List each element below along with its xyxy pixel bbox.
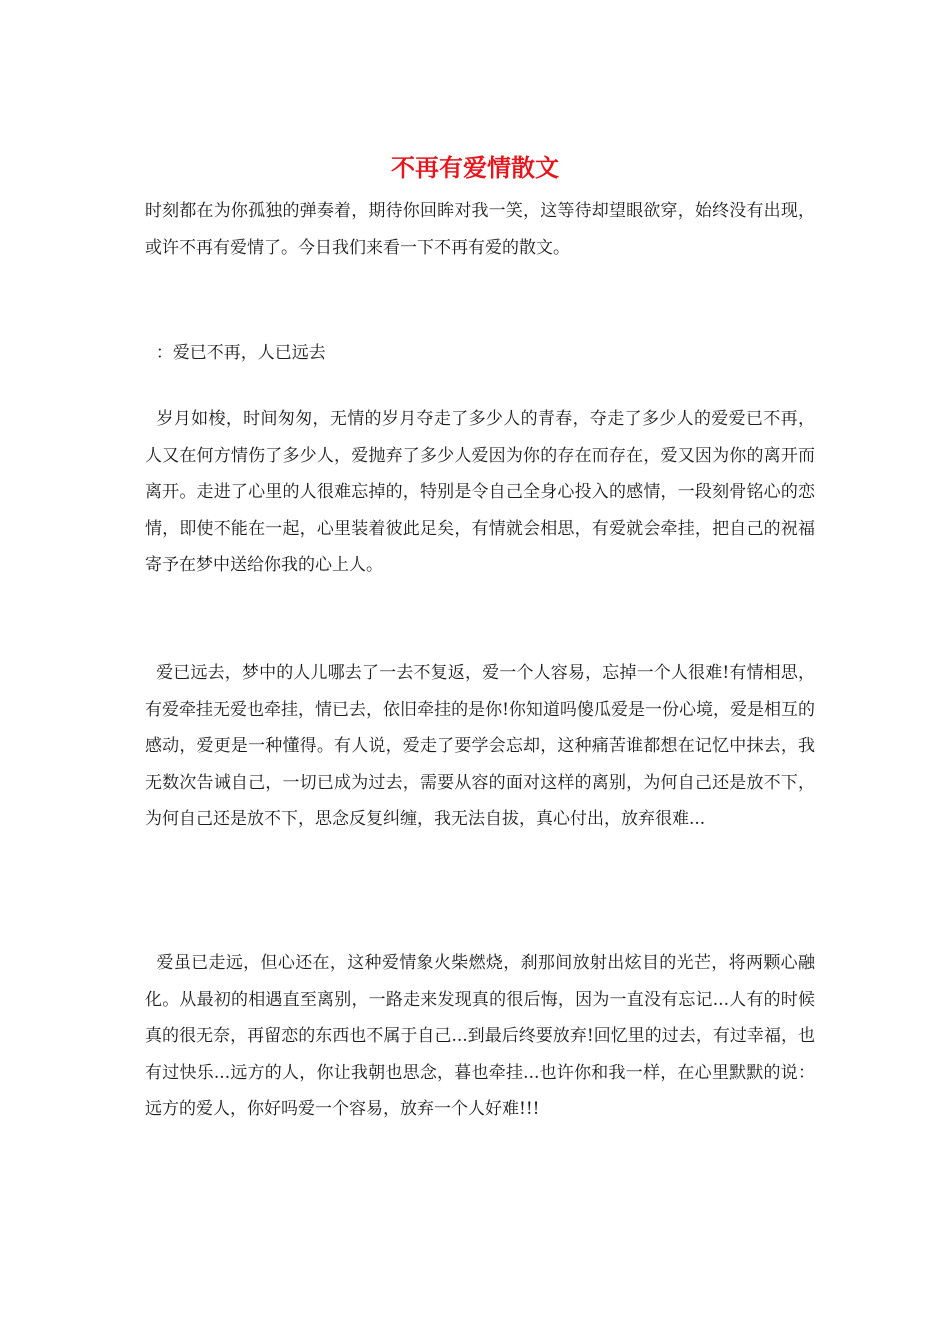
body-paragraph-1: 岁月如梭，时间匆匆，无情的岁月夺走了多少人的青春，夺走了多少人的爱爱已不再，人又在何方情伤了多少人，爱抛弃了多少人爱因为你的存在而存在，爱又因为你的离开而离开。走进了心里的人很难忘掉的，特别是令自己全身心投入的感情，一段刻骨铭心的恋情，即使不能在一起，心里装着彼此足矣，有情就会相思，有爱就会牵挂，把自己的祝福寄予在梦中送给你我的心上人。 <box>145 409 815 576</box>
body-paragraph-2: 爱已远去，梦中的人儿哪去了一去不复返，爱一个人容易，忘掉一个人很难!有情相思，有爱牵挂无爱也牵挂，情已去，依旧牵挂的是你!你知道吗傻瓜爱是一份心境，爱是相互的感动，爱更是一种懂得。有人说，爱走了要学会忘却，这种痛苦谁都想在记忆中抹去，我无数次告诫自己，一切已成为过去，需要从容的面对这样的离别，为何自己还是放不下，为何自己还是放不下，思念反复纠缠，我无法自拔，真心付出，放弃很难... <box>145 663 815 830</box>
intro-paragraph: 时刻都在为你孤独的弹奏着，期待你回眸对我一笑，这等待却望眼欲穿，始终没有出现，或许不再有爱情了。今日我们来看一下不再有爱的散文。 <box>145 201 815 258</box>
document-title: 不再有爱情散文 <box>391 153 559 182</box>
body-paragraph-3: 爱虽已走远，但心还在，这种爱情象火柴燃烧，刹那间放射出炫目的光芒，将两颗心融化。从最初的相遇直至离别，一路走来发现真的很后悔，因为一直没有忘记...人有的时候真的很无奈，再留恋的东西也不属于自己...到最后终要放弃!回忆里的过去，有过幸福，也有过快乐...远方的人，你让我朝也思念，暮也牵挂...也许你和我一样，在心里默默的说：远方的爱人，你好吗爱一个容易，放弃一个人好难!!! <box>145 953 815 1120</box>
section-subheading: ：爱已不再，人已远去 <box>145 343 326 363</box>
